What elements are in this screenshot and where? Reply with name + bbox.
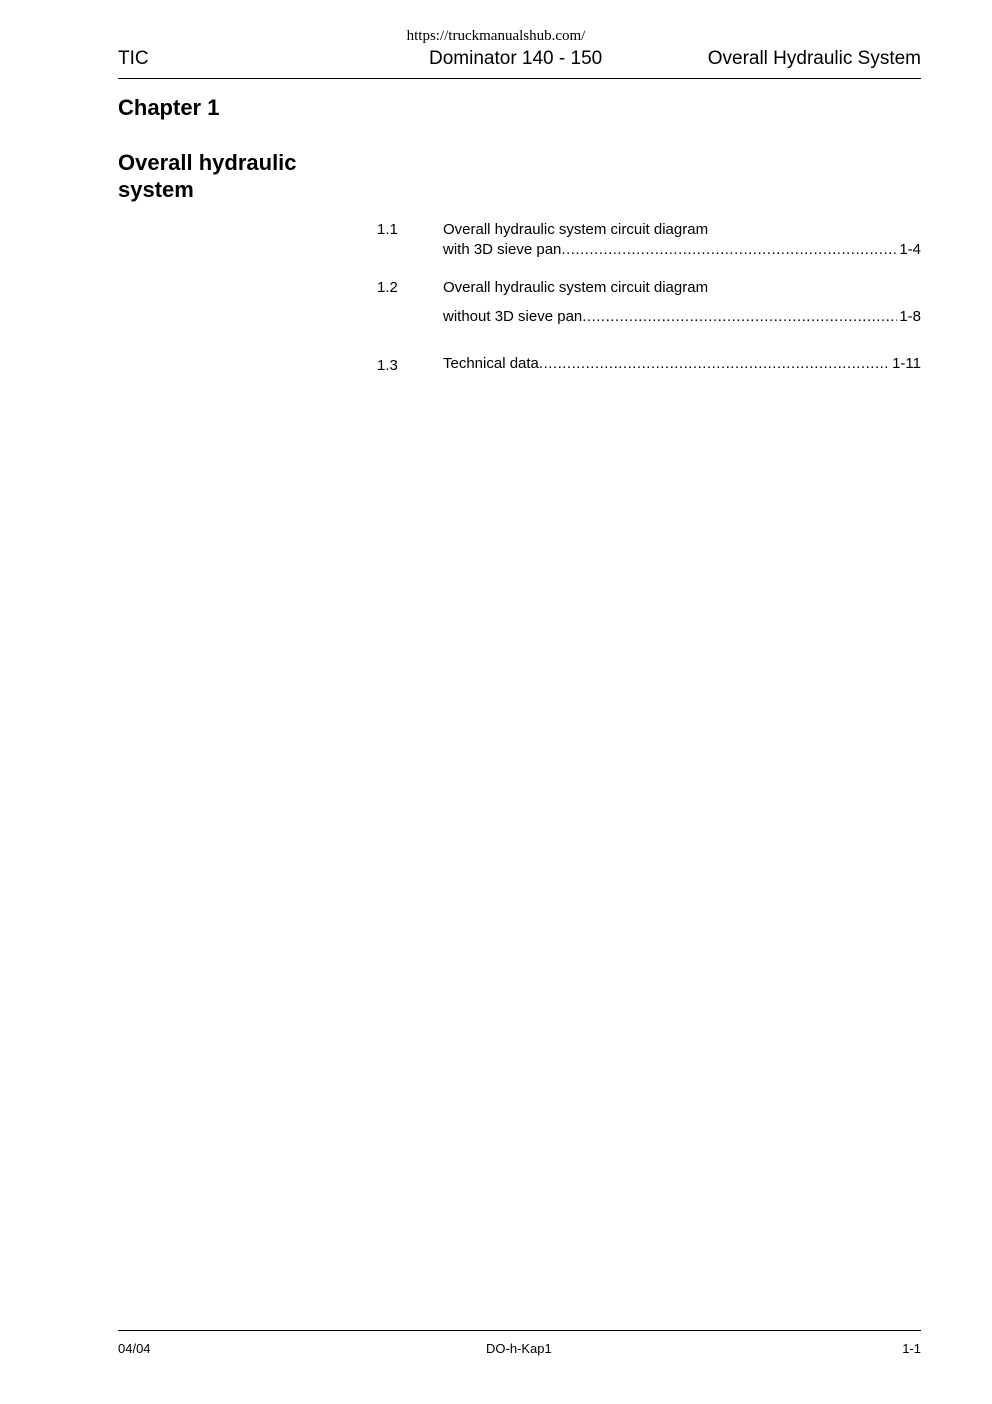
toc-page-number: 1-11 [892,355,921,372]
page-header [118,48,921,72]
toc-title-continuation: with 3D sieve pan [443,241,562,258]
toc-leader-dots [539,355,890,372]
toc-title-continuation: without 3D sieve pan [443,308,583,325]
toc-title-line: Overall hydraulic system circuit diagram [443,221,709,238]
toc-leader-dots [561,241,897,258]
footer-divider [118,1330,921,1331]
toc-page-number: 1-4 [899,241,921,258]
toc-title-line-with-page [443,355,921,372]
footer-date: 04/04 [118,1341,151,1356]
toc-entry-1-3[interactable] [377,355,921,377]
toc-leader-dots [582,308,897,325]
toc-title-line: Overall hydraulic system circuit diagram [443,279,709,296]
header-right: Overall Hydraulic System [707,48,921,69]
toc-number: 1.2 [377,279,398,296]
toc-page-number: 1-8 [899,308,921,325]
toc-title-line-with-page [443,308,921,325]
watermark-url: https://truckmanualshub.com/ [406,28,586,44]
header-divider [118,78,921,79]
chapter-title: Chapter 1 [118,95,220,120]
toc-title-line-with-page [443,241,921,258]
toc-number: 1.3 [377,357,398,374]
toc-entry-1-2[interactable] [377,279,921,329]
section-title: Overall hydraulic system [118,150,297,202]
toc-title: Technical data [443,355,539,372]
header-center: Dominator 140 - 150 [429,48,603,69]
footer-page-number: 1-1 [902,1341,921,1356]
footer-document-code: DO-h-Kap1 [486,1341,552,1356]
toc-entry-1-1[interactable] [377,221,921,261]
toc-number: 1.1 [377,221,398,238]
header-left: TIC [118,48,149,69]
